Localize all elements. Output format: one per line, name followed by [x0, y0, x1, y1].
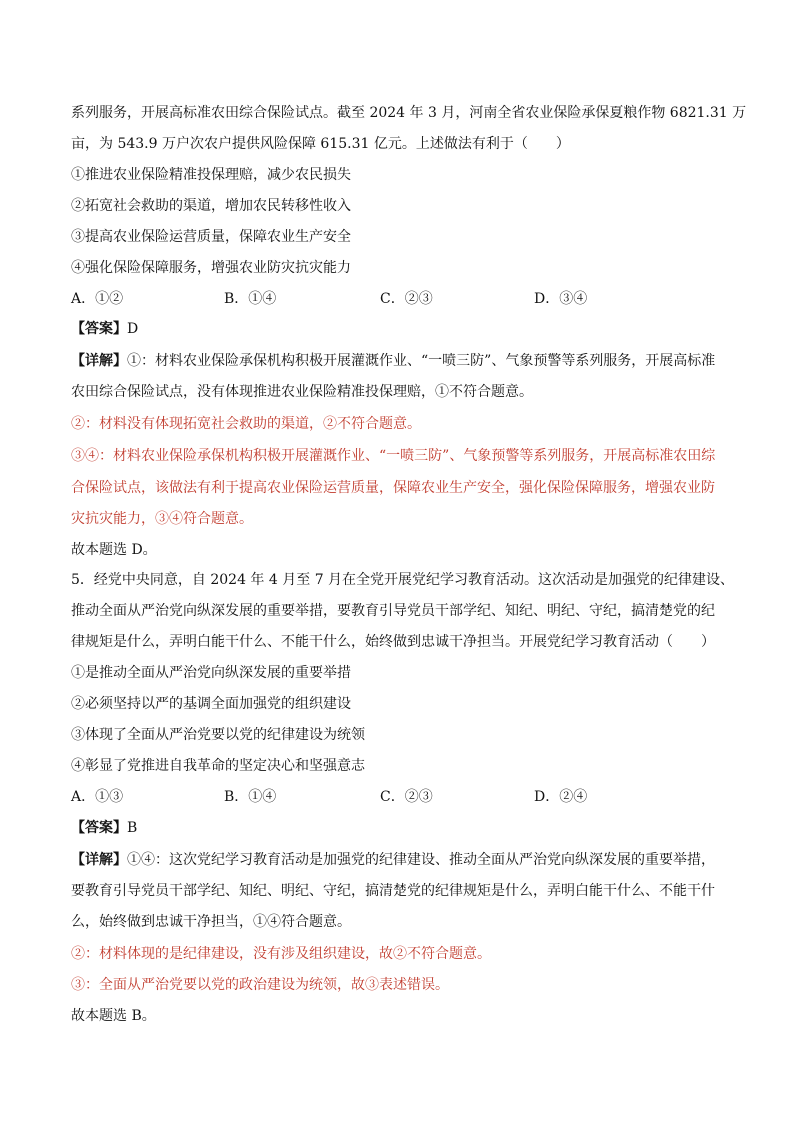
q5-stem-line: 5．经党中央同意，自 2024 年 4 月至 7 月在全党开展党纪学习教育活动。这次活动是加强党的纪律建设、 — [71, 572, 735, 588]
q5-choice-c: C．②③ — [380, 789, 433, 805]
q4-detail-red-line: ③④：材料农业保险承保机构积极开展灌溉作业、“一喷三防”、气象预警等系列服务，开展高标准农田综 — [71, 448, 716, 464]
q4-answer — [71, 314, 138, 344]
q4-option: ③提高农业保险运营质量，保障农业生产安全 — [71, 229, 351, 245]
q5-detail-line — [71, 845, 715, 875]
detail-label: 【详解】 — [71, 353, 127, 369]
q4-choice-a: A．①② — [71, 291, 124, 307]
q5-detail-red-line: ③：全面从严治党要以党的政治建设为统领，故③表述错误。 — [71, 977, 449, 993]
detail-text: ①④：这次党纪学习教育活动是加强党的纪律建设、推动全面从严治党向纵深发展的重要举措， — [127, 852, 715, 868]
detail-label: 【详解】 — [71, 852, 127, 868]
q4-stem-line: 系列服务，开展高标准农田综合保险试点。截至 2024 年 3 月，河南全省农业保险承保夏粮作物 6821.31 万 — [71, 105, 747, 121]
q4-choice-b: B．①④ — [224, 291, 277, 307]
q5-conclusion: 故本题选 B。 — [71, 1008, 156, 1024]
q5-choices — [71, 782, 731, 812]
q4-detail-line — [71, 346, 715, 376]
q4-option: ②拓宽社会救助的渠道，增加农民转移性收入 — [71, 198, 351, 214]
detail-text: ①：材料农业保险承保机构积极开展灌溉作业、“一喷三防”、气象预警等系列服务，开展高标准 — [127, 353, 716, 369]
q5-detail-line: 么，始终做到忠诚干净担当，①④符合题意。 — [71, 914, 351, 930]
q4-choice-d: D．③④ — [534, 291, 588, 307]
answer-label: 【答案】 — [71, 820, 127, 836]
q4-stem-line: 亩，为 543.9 万户次农户提供风险保障 615.31 亿元。上述做法有利于（ ） — [71, 136, 570, 152]
q4-detail-red-line: 灾抗灾能力，③④符合题意。 — [71, 511, 253, 527]
q5-option: ④彰显了党推进自我革命的坚定决心和坚强意志 — [71, 758, 365, 774]
q5-stem-line: 推动全面从严治党向纵深发展的重要举措，要教育引导党员干部学纪、知纪、明纪、守纪，搞清楚党的纪 — [71, 603, 715, 619]
q5-answer — [71, 813, 137, 843]
q4-conclusion: 故本题选 D。 — [71, 542, 157, 558]
q5-detail-line: 要教育引导党员干部学纪、知纪、明纪、守纪，搞清楚党的纪律规矩是什么，弄明白能干什么、不能干什 — [71, 883, 715, 899]
q5-choice-b: B．①④ — [224, 789, 277, 805]
q5-stem-line: 律规矩是什么，弄明白能干什么、不能干什么，始终做到忠诚干净担当。开展党纪学习教育活动（ ） — [71, 634, 715, 650]
q5-choice-a: A．①③ — [71, 789, 124, 805]
q5-choice-d: D．②④ — [534, 789, 588, 805]
q5-detail-red-line: ②：材料体现的是纪律建设，没有涉及组织建设，故②不符合题意。 — [71, 946, 491, 962]
answer-value: D — [127, 321, 139, 337]
answer-value: B — [127, 820, 138, 836]
q5-option: ②必须坚持以严的基调全面加强党的组织建设 — [71, 696, 351, 712]
q4-detail-red-line: ②：材料没有体现拓宽社会救助的渠道，②不符合题意。 — [71, 416, 421, 432]
answer-label: 【答案】 — [71, 321, 127, 337]
q4-option: ①推进农业保险精准投保理赔，减少农民损失 — [71, 167, 351, 183]
q4-detail-red-line: 合保险试点，该做法有利于提高农业保险运营质量，保障农业生产安全，强化保险保障服务，增强农业防 — [71, 480, 715, 496]
q5-option: ③体现了全面从严治党要以党的纪律建设为统领 — [71, 727, 365, 743]
q5-option: ①是推动全面从严治党向纵深发展的重要举措 — [71, 665, 351, 681]
q4-choices — [71, 284, 731, 314]
q4-option: ④强化保险保障服务，增强农业防灾抗灾能力 — [71, 260, 351, 276]
q4-choice-c: C．②③ — [380, 291, 433, 307]
q4-detail-line: 农田综合保险试点，没有体现推进农业保险精准投保理赔，①不符合题意。 — [71, 384, 533, 400]
